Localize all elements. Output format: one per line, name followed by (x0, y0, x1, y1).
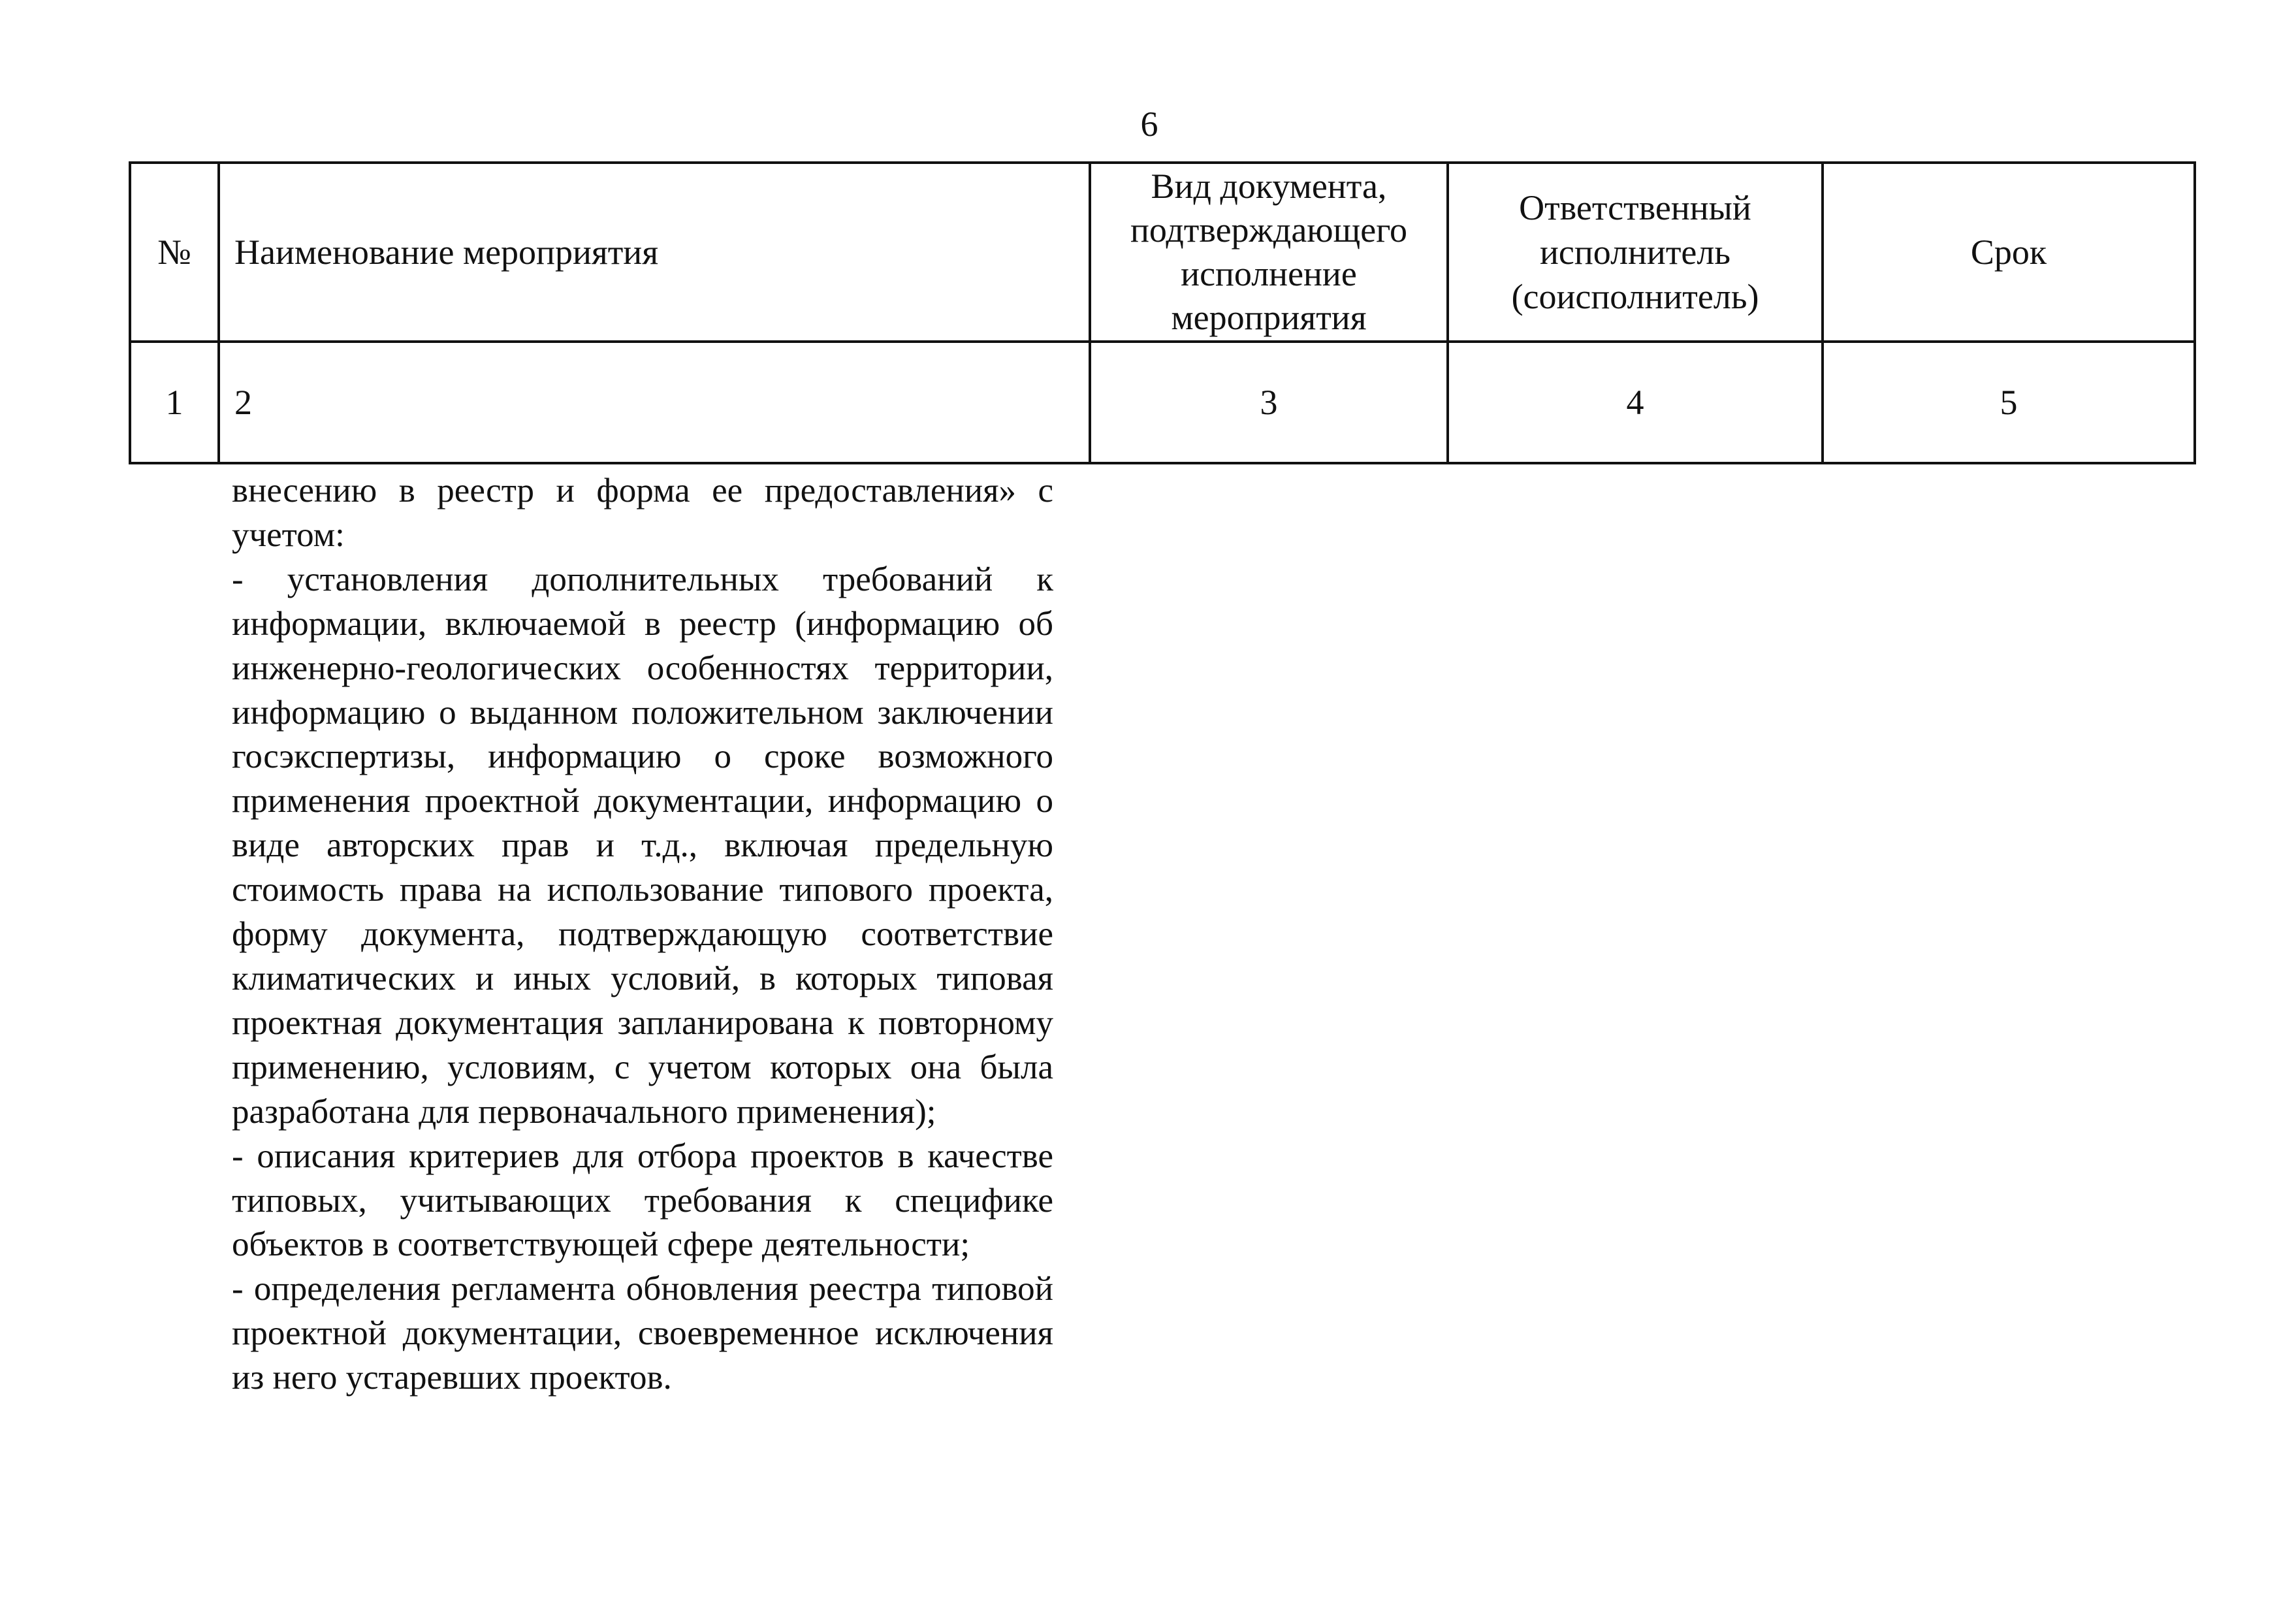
column-number-row (130, 342, 2195, 463)
paragraph-update-regulation: - определения регламента обновления реестра типовой проектной документации, своевременное исключения из него устаревших проектов. (232, 1270, 1053, 1397)
header-num: № (130, 163, 219, 342)
header-term: Срок (1823, 163, 2195, 342)
header-document-type-text: Вид документа, подтверждающего исполнение мероприятия (1130, 167, 1407, 337)
header-measure-name: Наименование мероприятия (219, 163, 1090, 342)
column-number-4: 4 (1448, 342, 1823, 463)
table-header-row (130, 163, 2195, 342)
header-responsible (1448, 163, 1823, 342)
paragraph-intro: внесению в реестр и форма ее предоставления» с учетом: (232, 472, 1053, 554)
column-number-1: 1 (130, 342, 219, 463)
column-number-3: 3 (1090, 342, 1448, 463)
header-responsible-text: Ответственный исполнитель (соисполнитель) (1511, 188, 1759, 316)
column-number-5: 5 (1823, 342, 2195, 463)
measures-table-header (129, 161, 2196, 464)
column-number-2: 2 (219, 342, 1090, 463)
header-document-type (1090, 163, 1448, 342)
measure-description (232, 469, 1053, 1400)
paragraph-selection-criteria: - описания критериев для отбора проектов в качестве типовых, учитывающих требования к специфике объектов в соответствующей сфере деятельности; (232, 1137, 1053, 1264)
paragraph-additional-requirements: - установления дополнительных требований к информации, включаемой в реестр (информацию об инженерно-геологических особенностях территории, информацию о выданном положительном заключении госэкспертизы, информацию о сроке возможного применения проектной документации, информацию о виде авторских прав и т.д., включая предельную стоимость права на использование типового проекта, форму документа, подтверждающую соответствие климатических и иных условий, в которых типовая проектная документация запланирована к повторному применению, условиям, с учетом которых она была разработана для первоначального применения); (232, 560, 1053, 1131)
page-number: 6 (1140, 105, 1158, 144)
